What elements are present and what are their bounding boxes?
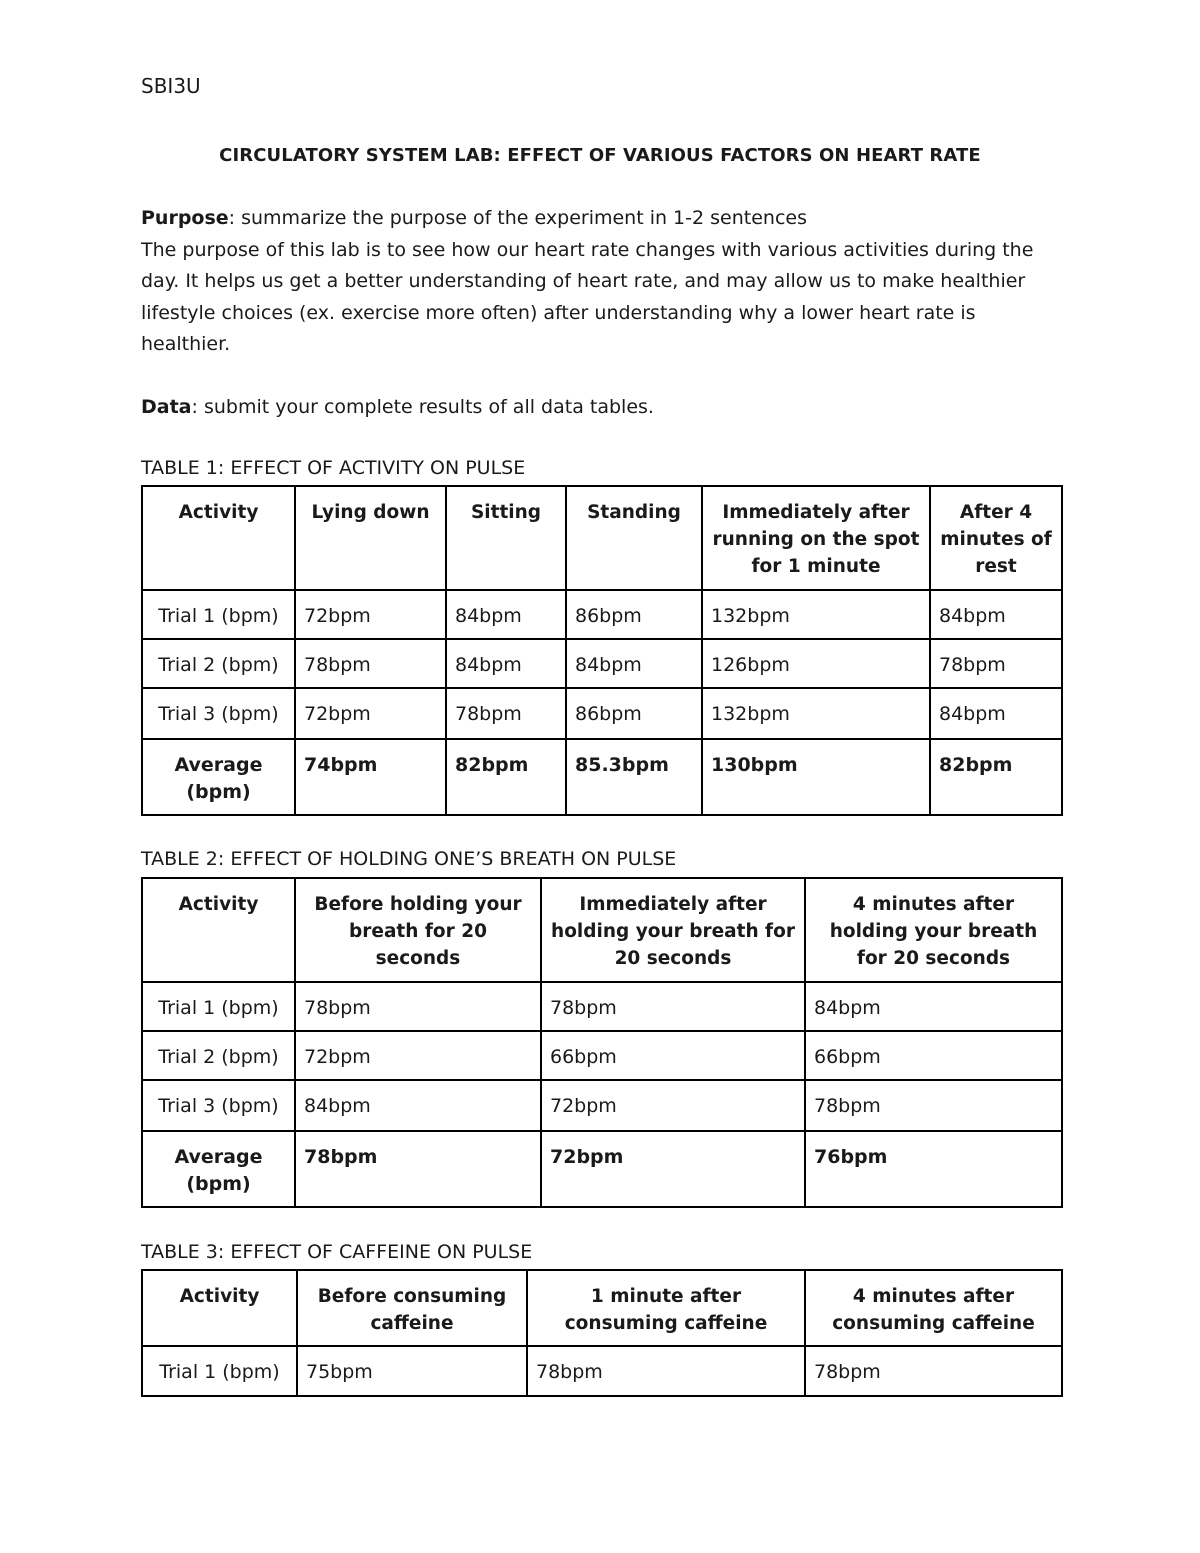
table-row: [142, 982, 1062, 1031]
table-cell: 78bpm: [446, 688, 566, 739]
table-row: [142, 639, 1062, 688]
table-row: [142, 1031, 1062, 1080]
table-cell: 78bpm: [295, 639, 446, 688]
row-label: Average (bpm): [142, 1131, 295, 1207]
page-title: CIRCULATORY SYSTEM LAB: EFFECT OF VARIOUS FACTORS ON HEART RATE: [219, 145, 981, 166]
table-cell: 84bpm: [930, 590, 1062, 639]
course-code: SBI3U: [141, 74, 201, 98]
table-cell: 75bpm: [297, 1346, 527, 1396]
table3-header-row: [142, 1270, 1062, 1346]
table1-header-cell: Lying down: [295, 486, 446, 590]
table-cell: 84bpm: [446, 639, 566, 688]
purpose-answer: The purpose of this lab is to see how our heart rate changes with various activities during the day. It helps us get a better understanding of heart rate, and may allow us to make healthier lifestyle choices (ex. exercise more often) after understanding why a lower heart rate is healthier.: [141, 238, 1034, 355]
table-cell: 126bpm: [702, 639, 930, 688]
table2-header-cell: 4 minutes after holding your breath for 20 seconds: [805, 878, 1062, 982]
table2-caption: TABLE 2: EFFECT OF HOLDING ONE’S BREATH ON PULSE: [141, 848, 677, 870]
table-cell: 78bpm: [527, 1346, 805, 1396]
data-label: Data: [141, 396, 192, 418]
table-activity-pulse: [141, 485, 1063, 816]
table-cell: 84bpm: [446, 590, 566, 639]
table-cell: 132bpm: [702, 590, 930, 639]
table-cell: 84bpm: [566, 639, 702, 688]
table-cell: 72bpm: [541, 1080, 805, 1131]
table-cell: 86bpm: [566, 590, 702, 639]
table1-header-cell: Sitting: [446, 486, 566, 590]
table3-header-cell: 4 minutes after consuming caffeine: [805, 1270, 1062, 1346]
table-cell: 78bpm: [805, 1346, 1062, 1396]
table-row: [142, 590, 1062, 639]
row-label: Trial 2 (bpm): [142, 639, 295, 688]
table-cell: 72bpm: [295, 590, 446, 639]
row-label: Trial 3 (bpm): [142, 688, 295, 739]
table-cell: 78bpm: [930, 639, 1062, 688]
table-row: [142, 688, 1062, 739]
purpose-section: [141, 203, 1061, 361]
data-section: [141, 392, 1061, 424]
average-cell: 78bpm: [295, 1131, 541, 1207]
table-cell: 66bpm: [541, 1031, 805, 1080]
table3-caption: TABLE 3: EFFECT OF CAFFEINE ON PULSE: [141, 1241, 533, 1263]
table-breath-pulse: [141, 877, 1063, 1208]
table3-header-cell: Activity: [142, 1270, 297, 1346]
table-row: [142, 1080, 1062, 1131]
table2-header-cell: Before holding your breath for 20 seconds: [295, 878, 541, 982]
table-cell: 72bpm: [295, 688, 446, 739]
purpose-prompt: : summarize the purpose of the experiment in 1-2 sentences: [228, 207, 807, 229]
table1-header-cell: Immediately after running on the spot for 1 minute: [702, 486, 930, 590]
table-cell: 78bpm: [541, 982, 805, 1031]
row-label: Trial 1 (bpm): [142, 1346, 297, 1396]
average-cell: 72bpm: [541, 1131, 805, 1207]
table-cell: 84bpm: [805, 982, 1062, 1031]
table-cell: 86bpm: [566, 688, 702, 739]
table1-header-cell: Activity: [142, 486, 295, 590]
row-label: Average (bpm): [142, 739, 295, 815]
row-label: Trial 3 (bpm): [142, 1080, 295, 1131]
table-cell: 72bpm: [295, 1031, 541, 1080]
table2-header-cell: Activity: [142, 878, 295, 982]
row-label: Trial 2 (bpm): [142, 1031, 295, 1080]
table-row: [142, 1346, 1062, 1396]
table-cell: 66bpm: [805, 1031, 1062, 1080]
table2-header-cell: Immediately after holding your breath for 20 seconds: [541, 878, 805, 982]
average-cell: 82bpm: [446, 739, 566, 815]
table1-header-cell: After 4 minutes of rest: [930, 486, 1062, 590]
table2-header-row: [142, 878, 1062, 982]
average-cell: 82bpm: [930, 739, 1062, 815]
table1-header-row: [142, 486, 1062, 590]
average-cell: 130bpm: [702, 739, 930, 815]
row-label: Trial 1 (bpm): [142, 590, 295, 639]
table-caffeine-pulse: [141, 1269, 1063, 1397]
table-cell: 78bpm: [805, 1080, 1062, 1131]
table1-header-cell: Standing: [566, 486, 702, 590]
table-cell: 84bpm: [930, 688, 1062, 739]
table-cell: 84bpm: [295, 1080, 541, 1131]
table3-header-cell: Before consuming caffeine: [297, 1270, 527, 1346]
table-row-average: [142, 739, 1062, 815]
table-cell: 78bpm: [295, 982, 541, 1031]
average-cell: 74bpm: [295, 739, 446, 815]
table1-caption: TABLE 1: EFFECT OF ACTIVITY ON PULSE: [141, 457, 526, 479]
table-row-average: [142, 1131, 1062, 1207]
purpose-label: Purpose: [141, 207, 229, 229]
row-label: Trial 1 (bpm): [142, 982, 295, 1031]
average-cell: 85.3bpm: [566, 739, 702, 815]
data-prompt: : submit your complete results of all data tables.: [191, 396, 654, 418]
table3-header-cell: 1 minute after consuming caffeine: [527, 1270, 805, 1346]
table-cell: 132bpm: [702, 688, 930, 739]
average-cell: 76bpm: [805, 1131, 1062, 1207]
